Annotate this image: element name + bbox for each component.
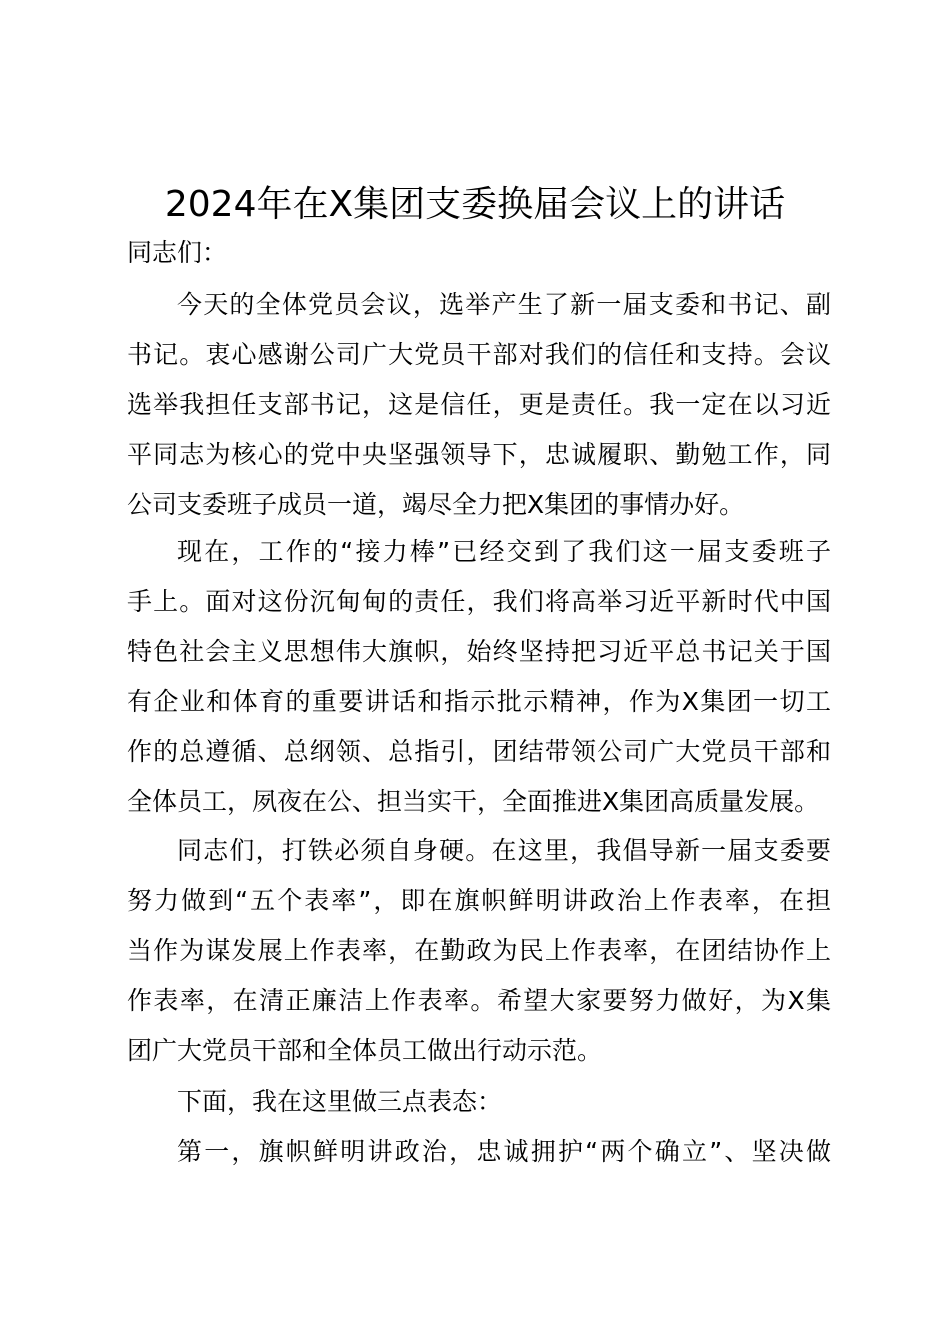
paragraph-line: 全体员工，夙夜在公、担当实干，全面推进X集团高质量发展。 <box>127 787 820 816</box>
paragraph-line: 公司支委班子成员一道，竭尽全力把X集团的事情办好。 <box>127 490 745 519</box>
paragraph-line: 特色社会主义思想伟大旗帜，始终坚持把习近平总书记关于国 <box>127 637 831 666</box>
paragraph-line: 选举我担任支部书记，这是信任，更是责任。我一定在以习近 <box>127 390 831 419</box>
document-title: 2024年在X集团支委换届会议上的讲话 <box>164 184 786 225</box>
paragraph-3 <box>127 826 831 1076</box>
paragraph-4 <box>127 1077 831 1127</box>
paragraph-line: 书记。衷心感谢公司广大党员干部对我们的信任和支持。会议 <box>127 340 831 369</box>
paragraph-line: 手上。面对这份沉甸甸的责任，我们将高举习近平新时代中国 <box>127 587 831 616</box>
paragraph-line: 当作为谋发展上作表率，在勤政为民上作表率，在团结协作上 <box>127 936 831 965</box>
paragraph-line: 努力做到“五个表率”，即在旗帜鲜明讲政治上作表率，在担 <box>127 886 831 915</box>
paragraph-line: 同志们，打铁必须自身硬。在这里，我倡导新一届支委要 <box>177 836 831 865</box>
paragraph-line: 第一，旗帜鲜明讲政治，忠诚拥护“两个确立”、坚决做 <box>177 1137 831 1166</box>
paragraph-line: 平同志为核心的党中央坚强领导下，忠诚履职、勤勉工作，同 <box>127 440 831 469</box>
salutation: 同志们： <box>127 238 228 267</box>
paragraph-line: 今天的全体党员会议，选举产生了新一届支委和书记、副 <box>177 290 831 319</box>
paragraph-line: 作表率，在清正廉洁上作表率。希望大家要努力做好，为X集 <box>127 986 831 1015</box>
paragraph-line: 下面，我在这里做三点表态： <box>177 1087 503 1116</box>
paragraph-line: 现在，工作的“接力棒”已经交到了我们这一届支委班子 <box>177 537 831 566</box>
paragraph-line: 有企业和体育的重要讲话和指示批示精神，作为X集团一切工 <box>127 687 831 716</box>
paragraph-1 <box>127 280 831 530</box>
paragraph-5 <box>127 1127 831 1177</box>
paragraph-line: 作的总遵循、总纲领、总指引，团结带领公司广大党员干部和 <box>127 737 831 766</box>
paragraph-2 <box>127 527 831 827</box>
paragraph-line: 团广大党员干部和全体员工做出行动示范。 <box>127 1036 603 1065</box>
